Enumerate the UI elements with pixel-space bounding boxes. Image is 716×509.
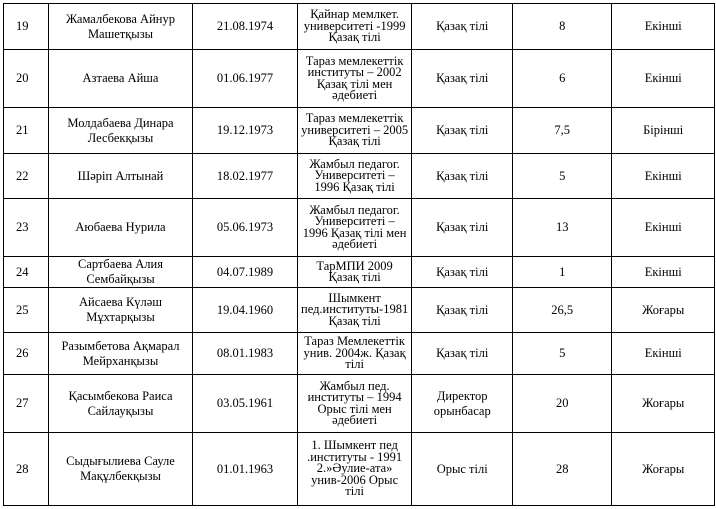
education: Жамбыл педагог. Университеті – 1996 Қазақ тілі мен әдебиеті xyxy=(298,199,412,257)
table-row xyxy=(4,375,715,433)
teacher-name: Аюбаева Нурила xyxy=(49,199,193,257)
birth-date: 21.08.1974 xyxy=(193,4,298,50)
education: ТарМПИ 2009 Қазақ тілі xyxy=(298,257,412,288)
teacher-name: Айсаева Күләш Мұхтарқызы xyxy=(49,288,193,333)
category: Жоғары xyxy=(612,288,715,333)
birth-date: 19.04.1960 xyxy=(193,288,298,333)
education: Тараз мемлекеттік институты – 2002 Қазақ тілі мен әдебиеті xyxy=(298,50,412,108)
position: Қазақ тілі xyxy=(412,108,513,154)
row-number: 26 xyxy=(4,333,49,375)
row-number: 20 xyxy=(4,50,49,108)
experience: 13 xyxy=(513,199,612,257)
category: Екінші xyxy=(612,333,715,375)
experience: 6 xyxy=(513,50,612,108)
table-row xyxy=(4,4,715,50)
category: Екінші xyxy=(612,4,715,50)
education: Тараз Мемлекеттік унив. 2004ж. Қазақ тілі xyxy=(298,333,412,375)
row-number: 27 xyxy=(4,375,49,433)
position: Қазақ тілі xyxy=(412,257,513,288)
table-row xyxy=(4,257,715,288)
position: Қазақ тілі xyxy=(412,288,513,333)
teacher-name: Қасымбекова Раиса Сайлауқызы xyxy=(49,375,193,433)
teacher-name: Разымбетова Ақмарал Мейрханқызы xyxy=(49,333,193,375)
experience: 1 xyxy=(513,257,612,288)
experience: 8 xyxy=(513,4,612,50)
education: Тараз мемлекеттік университеті – 2005 Қазақ тілі xyxy=(298,108,412,154)
experience: 28 xyxy=(513,433,612,506)
table-row xyxy=(4,154,715,199)
experience: 26,5 xyxy=(513,288,612,333)
table-row xyxy=(4,199,715,257)
position: Қазақ тілі xyxy=(412,199,513,257)
teacher-name: Жамалбекова Айнур Машетқызы xyxy=(49,4,193,50)
table-row xyxy=(4,433,715,506)
education: Шымкент пед.институты-1981 Қазақ тілі xyxy=(298,288,412,333)
row-number: 23 xyxy=(4,199,49,257)
teacher-name: Молдабаева Динара Лесбекқызы xyxy=(49,108,193,154)
birth-date: 05.06.1973 xyxy=(193,199,298,257)
experience: 20 xyxy=(513,375,612,433)
position: Қазақ тілі xyxy=(412,333,513,375)
teacher-name: Сыдығылиева Сауле Мақұлбекқызы xyxy=(49,433,193,506)
position: Орыс тілі xyxy=(412,433,513,506)
position: Қазақ тілі xyxy=(412,154,513,199)
experience: 7,5 xyxy=(513,108,612,154)
birth-date: 04.07.1989 xyxy=(193,257,298,288)
row-number: 22 xyxy=(4,154,49,199)
education: Жамбыл педагог. Университеті – 1996 Қазақ тілі xyxy=(298,154,412,199)
category: Екінші xyxy=(612,154,715,199)
teacher-name: Шәріп Алтынай xyxy=(49,154,193,199)
education: Қайнар мемлкет. университеті -1999 Қазақ тілі xyxy=(298,4,412,50)
teacher-name: Сартбаева Алия Сембайқызы xyxy=(49,257,193,288)
category: Жоғары xyxy=(612,375,715,433)
experience: 5 xyxy=(513,333,612,375)
row-number: 25 xyxy=(4,288,49,333)
position: Қазақ тілі xyxy=(412,4,513,50)
birth-date: 18.02.1977 xyxy=(193,154,298,199)
table-row xyxy=(4,50,715,108)
category: Жоғары xyxy=(612,433,715,506)
birth-date: 08.01.1983 xyxy=(193,333,298,375)
education: 1. Шымкент пед .институты - 1991 2.»Әулие-ата» унив-2006 Орыс тілі xyxy=(298,433,412,506)
category: Бірінші xyxy=(612,108,715,154)
staff-table xyxy=(3,3,715,506)
teacher-name: Азтаева Айша xyxy=(49,50,193,108)
birth-date: 01.01.1963 xyxy=(193,433,298,506)
row-number: 28 xyxy=(4,433,49,506)
birth-date: 03.05.1961 xyxy=(193,375,298,433)
birth-date: 01.06.1977 xyxy=(193,50,298,108)
row-number: 21 xyxy=(4,108,49,154)
experience: 5 xyxy=(513,154,612,199)
table-row xyxy=(4,333,715,375)
category: Екінші xyxy=(612,257,715,288)
position: Қазақ тілі xyxy=(412,50,513,108)
table-row xyxy=(4,288,715,333)
category: Екінші xyxy=(612,199,715,257)
category: Екінші xyxy=(612,50,715,108)
position: Директор орынбасар xyxy=(412,375,513,433)
row-number: 19 xyxy=(4,4,49,50)
education: Жамбыл пед. институты – 1994 Орыс тілі мен әдебиеті xyxy=(298,375,412,433)
row-number: 24 xyxy=(4,257,49,288)
birth-date: 19.12.1973 xyxy=(193,108,298,154)
table-row xyxy=(4,108,715,154)
staff-table-page xyxy=(3,3,715,506)
